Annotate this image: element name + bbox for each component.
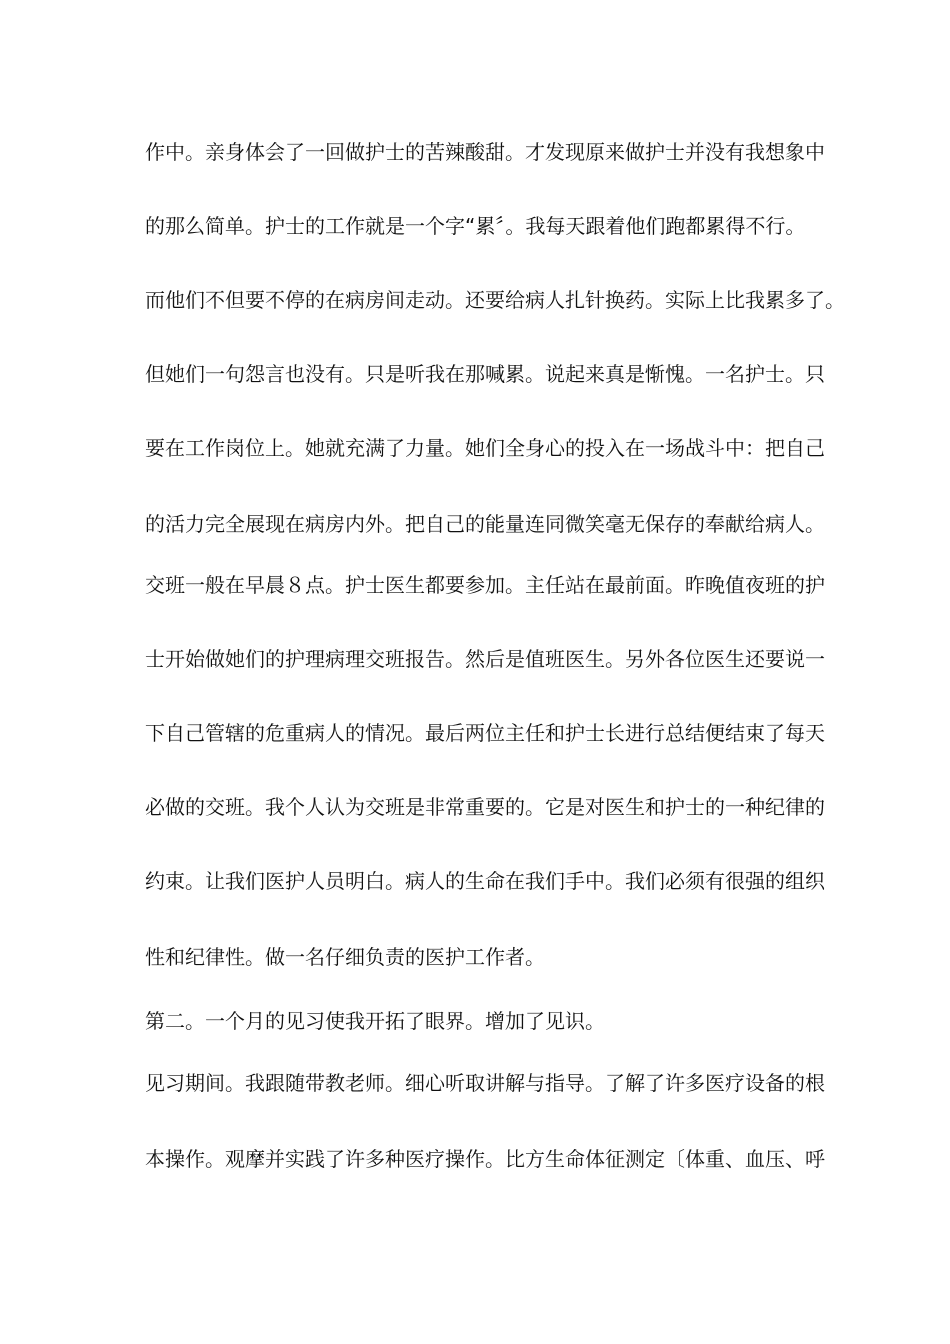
text-line: 的活力完全展现在病房内外。把自己的能量连同微笑毫无保存的奉献给病人。: [145, 512, 825, 536]
section-heading: 第二。一个月的见习使我开拓了眼界。增加了见识。: [145, 1009, 605, 1033]
text-line: 见习期间。我跟随带教老师。细心听取讲解与指导。了解了许多医疗设备的根: [145, 1071, 825, 1095]
text-line: 性和纪律性。做一名仔细负责的医护工作者。: [145, 945, 545, 969]
text-line: 交班一般在早晨８点。护士医生都要参加。主任站在最前面。昨晚值夜班的护: [145, 573, 825, 597]
text-line: 约束。让我们医护人员明白。病人的生命在我们手中。我们必须有很强的组织: [145, 869, 825, 893]
text-line: 的那么简单。护士的工作就是一个字“累〞。我每天跟着他们跑都累得不行。: [145, 214, 806, 238]
text-line: 本操作。观摩并实践了许多种医疗操作。比方生命体征测定〔体重、血压、呼: [145, 1147, 825, 1171]
text-line: 士开始做她们的护理病理交班报告。然后是值班医生。另外各位医生还要说一: [145, 647, 825, 671]
text-line: 而他们不但要不停的在病房间走动。还要给病人扎针换药。实际上比我累多了。: [145, 288, 845, 312]
text-line: 要在工作岗位上。她就充满了力量。她们全身心的投入在一场战斗中：把自己: [145, 436, 825, 460]
text-line: 下自己管辖的危重病人的情况。最后两位主任和护士长进行总结便结束了每天: [145, 721, 825, 745]
text-line: 但她们一句怨言也没有。只是听我在那喊累。说起来真是惭愧。一名护士。只: [145, 362, 825, 386]
text-line: 作中。亲身体会了一回做护士的苦辣酸甜。才发现原来做护士并没有我想象中: [145, 140, 825, 164]
text-line: 必做的交班。我个人认为交班是非常重要的。它是对医生和护士的一种纪律的: [145, 795, 825, 819]
